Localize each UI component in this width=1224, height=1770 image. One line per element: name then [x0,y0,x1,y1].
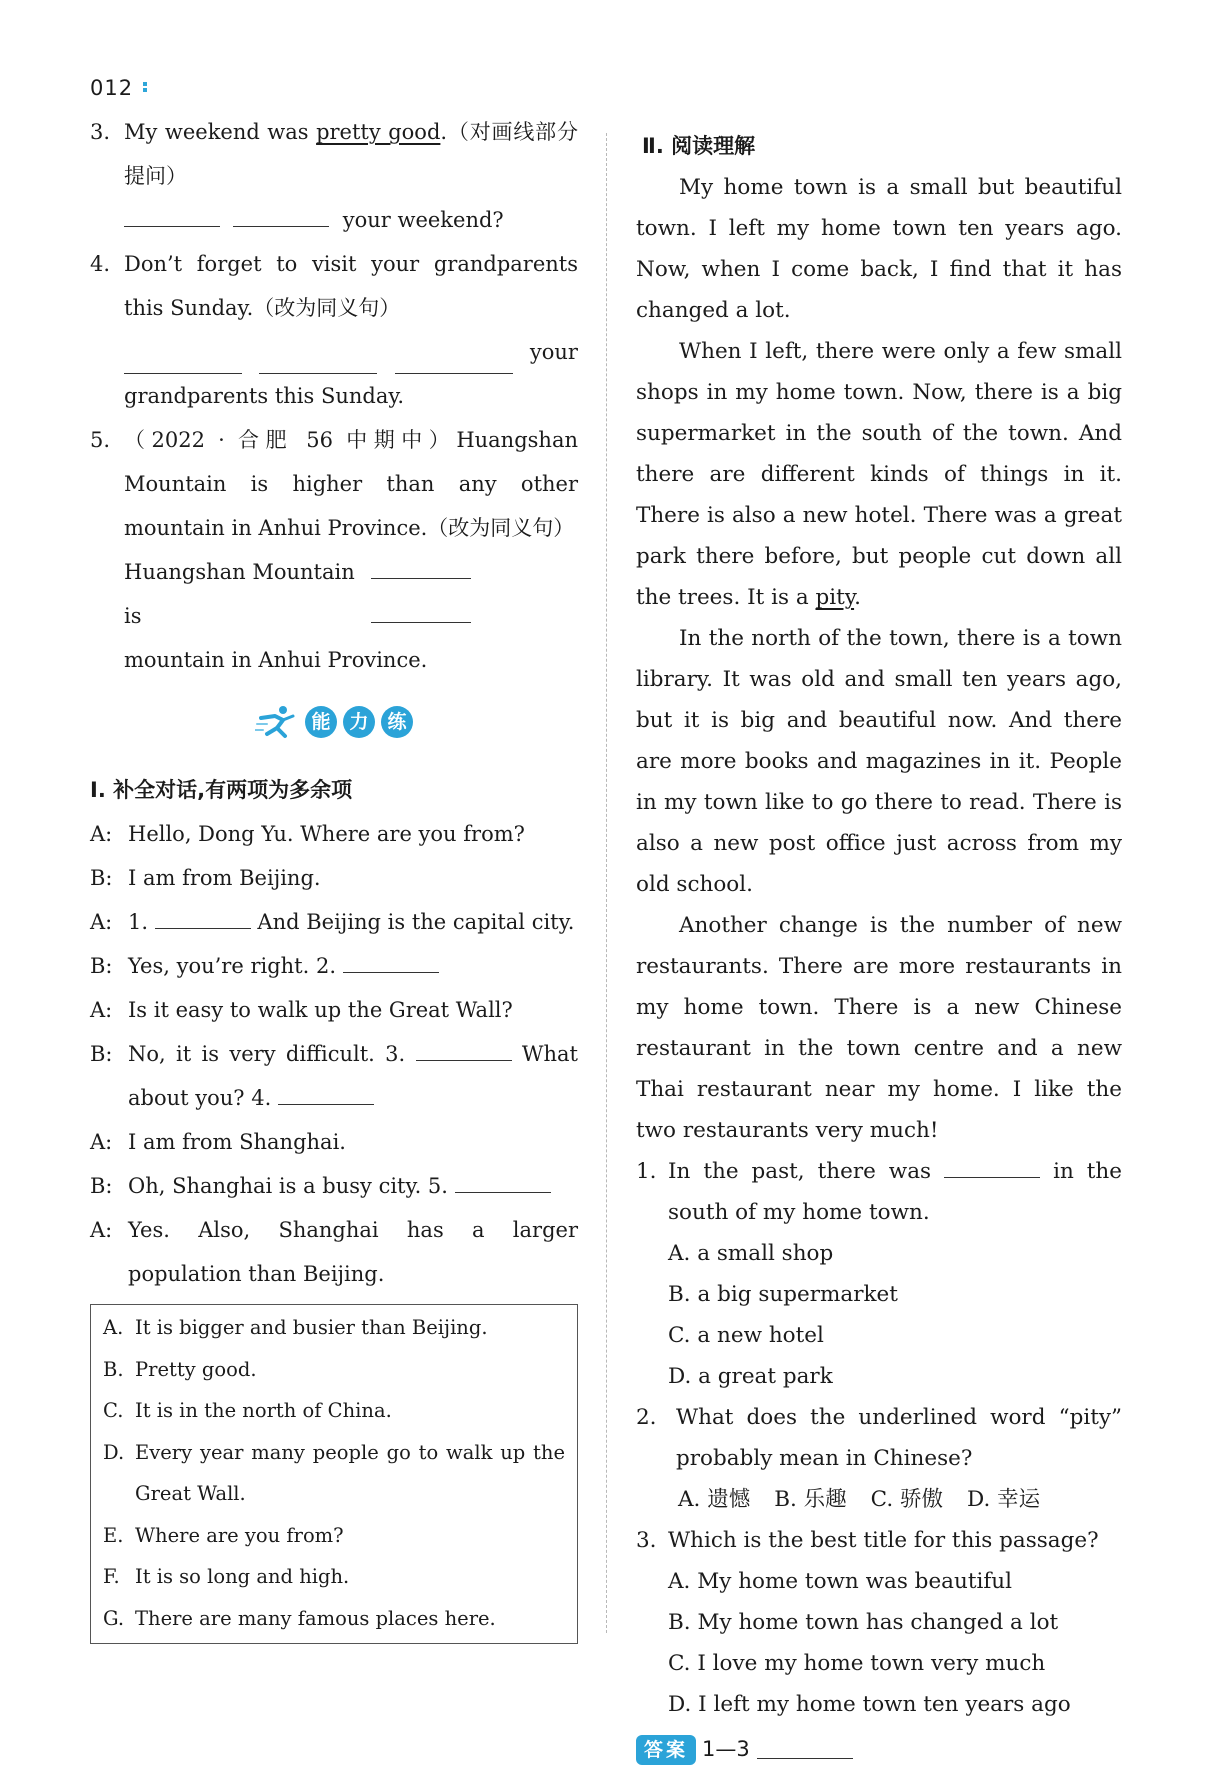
question-number: 3. [90,120,111,144]
question-5 [90,418,578,550]
option-text: Pretty good. [135,1357,257,1381]
answer-blank[interactable] [124,355,242,374]
dialogue-line [90,856,578,900]
passage-paragraph-3: In the north of the town, there is a town library. It was old and small ten years ago, but it is big and beautiful now. And there are more books and magazines in it. People in my town like to go there to read. There is also a new post office just across from my old school. [636,626,1122,897]
answer-blank[interactable] [757,1740,853,1759]
speaker: A: [90,822,113,846]
answer-blank-2[interactable] [343,954,439,973]
banner-char: 力 [343,706,375,738]
dialogue-line [90,944,578,988]
choice-b[interactable]: B. 乐趣 [774,1487,847,1512]
passage-paragraph-2: When I left, there were only a few small shops in my home town. Now, there is a big supermarket in the south of the town. And there are different kinds of things in it. There is also a new hotel. There was a great park there before, but people cut down all the trees. It is a pity. [636,339,1122,610]
answer-line-4-continued: grandparents this Sunday. [124,384,405,408]
dialogue-text: What about you? 4. [128,1042,578,1110]
speaker: A: [90,998,113,1022]
question-4 [90,242,578,330]
speaker: A: [90,1218,113,1242]
choice-a[interactable]: A. My home town was beautiful [668,1569,1013,1594]
banner-char: 能 [305,706,337,738]
answer-line [636,1729,1122,1770]
left-column [90,110,578,1644]
option-label: B. [103,1357,124,1381]
page-number: 012 [90,76,134,100]
banner-char: 练 [381,706,413,738]
question-text: What does the underlined word “pity” probably mean in Chinese? [676,1405,1122,1471]
question-number: 2. [636,1405,657,1430]
choice-d[interactable]: D. 幸运 [967,1487,1041,1512]
answer-range: 1—3 [702,1737,750,1761]
question-text: In the past, there was [668,1159,932,1184]
choice-b[interactable]: B. a big supermarket [668,1282,898,1307]
question-text: Don’t forget to visit your grandparents this Sunday.（改为同义句） [124,252,578,320]
question-text: Which is the best title for this passage? [668,1528,1099,1553]
column-divider [606,133,607,1633]
option-text: Every year many people go to walk up the Great Wall. [135,1440,565,1505]
answer-badge: 答案 [636,1735,696,1765]
underlined-word: pity [815,585,855,610]
choice-a[interactable]: A. 遗憾 [678,1487,751,1512]
choice-d[interactable]: D. a great park [668,1364,833,1389]
option-label: D. [103,1440,125,1464]
speaker: B: [90,954,113,978]
answer-blank[interactable] [259,355,377,374]
answer-blank-5[interactable] [455,1174,551,1193]
dialogue-line [90,900,578,944]
dialogue-text: 1. [128,910,149,934]
option-b [103,1349,565,1391]
speaker: B: [90,866,113,890]
dialogue-line [90,1120,578,1164]
choice-c[interactable]: C. 骄傲 [870,1487,944,1512]
option-label: F. [103,1565,120,1588]
section-1-title: Ⅰ. 补全对话,有两项为多余项 [90,778,353,802]
answer-blank[interactable] [371,560,471,579]
question-text: in the south of my home town. [668,1159,1122,1225]
dialogue-text: No, it is very difficult. 3. [128,1042,406,1066]
right-column [636,126,1122,1770]
option-a [103,1307,565,1349]
dialogue-line [90,1208,578,1296]
answer-blank[interactable] [371,604,471,623]
reading-question-3 [636,1520,1122,1561]
option-g [103,1598,565,1640]
option-text: It is so long and high. [135,1565,350,1588]
dialogue-text: Yes, you’re right. 2. [128,954,336,978]
runner-icon [255,704,299,740]
section-2-title: Ⅱ. 阅读理解 [642,134,756,158]
answer-tail-text: your [529,340,578,364]
choice-a[interactable]: A. a small shop [668,1241,834,1266]
answer-blank-4[interactable] [278,1086,374,1105]
question-number: 4. [90,252,111,276]
reading-question-2 [636,1397,1122,1479]
option-label: E. [103,1523,124,1547]
paragraph-text: When I left, there were only a few small shops in my home town. Now, there is a big supermarket in the south of the town. And there are different kinds of things in it. There is also a new hotel. There was a great park there before, but people cut down all the trees. It is a [636,339,1122,610]
answer-blank-3[interactable] [416,1042,512,1061]
answer-line-5 [90,550,578,638]
answer-line-3 [90,198,578,242]
choice-c[interactable]: C. I love my home town very much [668,1651,1046,1676]
dialogue-text: Hello, Dong Yu. Where are you from? [128,822,525,846]
dialogue-text: I am from Beijing. [128,866,321,890]
question-instruction: .（对画线部分提问） [124,120,578,188]
speaker: A: [90,910,113,934]
question-3 [90,110,578,198]
option-e [103,1515,565,1557]
option-f [103,1556,565,1598]
dialogue-text: Oh, Shanghai is a busy city. 5. [128,1174,448,1198]
dialogue-line [90,1032,578,1120]
question-text: （2022 · 合肥 56 中期中）Huangshan Mountain is higher than any other mountain in Anhui Province.（改为同义句） [124,428,578,540]
answer-blank[interactable] [395,355,513,374]
question-number: 5. [90,428,111,452]
option-text: Where are you from? [135,1523,344,1547]
speaker: A: [90,1130,113,1154]
underlined-phrase: pretty good [316,120,441,144]
answer-blank-1[interactable] [155,910,251,929]
answer-blank[interactable] [233,208,329,227]
options-box [90,1304,578,1644]
passage-paragraph-1: My home town is a small but beautiful town. I left my home town ten years ago. Now, when I come back, I find that it has changed a lot. [636,175,1122,323]
answer-head-text: Huangshan Mountain is [124,560,355,628]
speaker: B: [90,1174,113,1198]
choice-c[interactable]: C. a new hotel [668,1323,824,1348]
dialogue-line [90,988,578,1032]
page-marker-icon [143,82,147,96]
option-label: G. [103,1606,125,1630]
option-text: There are many famous places here. [135,1606,496,1630]
dialogue-text: I am from Shanghai. [128,1130,346,1154]
option-c [103,1390,565,1432]
dialogue-text: And Beijing is the capital city. [257,910,575,934]
answer-line-4 [90,330,578,374]
option-d [103,1432,565,1515]
speaker: B: [90,1042,113,1066]
option-label: C. [103,1399,124,1422]
choice-row [636,1479,1122,1520]
choice-b[interactable]: B. My home town has changed a lot [668,1610,1059,1635]
answer-tail-text: your weekend? [342,208,504,232]
option-text: It is in the north of China. [135,1399,392,1422]
answer-line-5-continued: mountain in Anhui Province. [124,648,428,672]
answer-blank[interactable] [944,1159,1040,1178]
question-number: 3. [636,1528,657,1553]
dialogue-text: Yes. Also, Shanghai has a larger population than Beijing. [128,1218,578,1286]
question-text: My weekend was [124,120,317,144]
dialogue-line [90,812,578,856]
dialogue-text: Is it easy to walk up the Great Wall? [128,998,513,1022]
option-label: A. [103,1316,124,1339]
dialogue-line [90,1164,578,1208]
question-number: 1. [636,1159,657,1184]
answer-blank[interactable] [124,208,220,227]
option-text: It is bigger and busier than Beijing. [135,1316,488,1339]
ability-practice-banner [90,704,578,740]
passage-paragraph-4: Another change is the number of new restaurants. There are more restaurants in my home town. There is a new Chinese restaurant in the town centre and a new Thai restaurant near my home. I like the two restaurants very much! [636,913,1122,1143]
reading-question-1 [636,1151,1122,1233]
choice-d[interactable]: D. I left my home town ten years ago [668,1692,1071,1717]
